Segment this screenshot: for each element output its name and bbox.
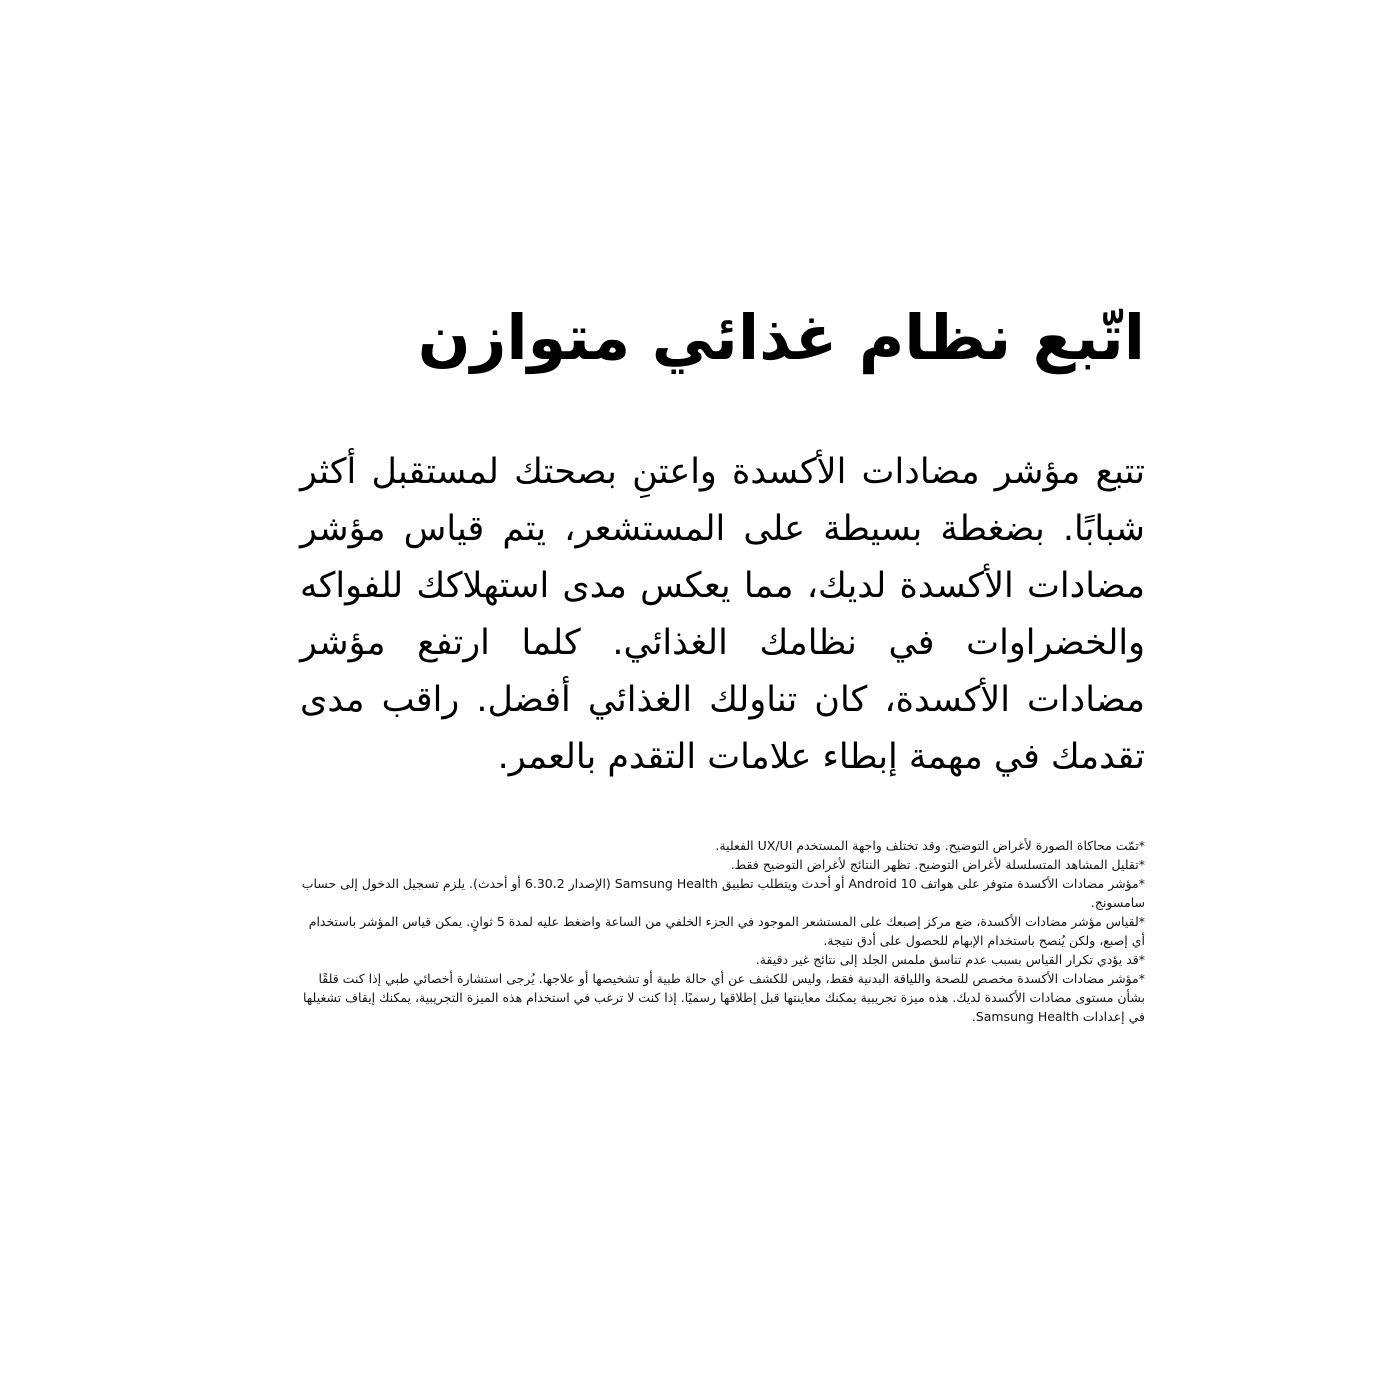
footnote: *مؤشر مضادات الأكسدة مخصص للصحة واللياقة البدنية فقط، وليس للكشف عن أي حالة طبية أو تشخيصها أو علاجها. يُرجى استشارة أخصائي طبي إذا كنت قلقًا بشأن مستوى مضادات الأكسدة لديك. هذه ميزة تجريبية يمكنك معاينتها قبل إطلاقها رسميًا. إذا كنت لا ترغب في استخدام هذه الميزة التجريبية، يمكنك إيقاف تشغيلها في إعدادات Samsung Health. (302, 971, 1145, 1025)
main-content (300, 290, 1145, 1026)
footnote: *قد يؤدي تكرار القياس بسبب عدم تناسق ملمس الجلد إلى نتائج غير دقيقة. (755, 952, 1145, 968)
footnote: *مؤشر مضادات الأكسدة متوفر على هواتف Android 10 أو أحدث ويتطلب تطبيق Samsung Health (الإصدار 6.30.2 أو أحدث). يلزم تسجيل الدخول إلى حساب سامسونج. (301, 876, 1145, 911)
footnotes (300, 836, 1145, 1026)
footnote: *تقليل المشاهد المتسلسلة لأغراض التوضيح. تظهر النتائج لأغراض التوضيح فقط. (730, 857, 1145, 873)
footnote: *تمّت محاكاة الصورة لأغراض التوضيح. وقد تختلف واجهة المستخدم UX/UI الفعلية. (715, 838, 1145, 854)
footnote: *لقياس مؤشر مضادات الأكسدة، ضع مركز إصبعك على المستشعر الموجود في الجزء الخلفي من الساعة واضغط عليه لمدة 5 ثوانٍ. يمكن قياس المؤشر باستخدام أي إصبع، ولكن يُنصح باستخدام الإبهام للحصول على أدق نتيجة. (308, 914, 1145, 949)
page-title: اتّبع نظام غذائي متوازن (417, 301, 1145, 374)
body-paragraph: تتبع مؤشر مضادات الأكسدة واعتنِ بصحتك لمستقبل أكثر شبابًا. بضغطة بسيطة على المستشعر، يتم قياس مؤشر مضادات الأكسدة لديك، مما يعكس مدى استهلاكك للفواكه والخضراوات في نظامك الغذائي. كلما ارتفع مؤشر مضادات الأكسدة، كان تناولك الغذائي أفضل. راقب مدى تقدمك في مهمة إبطاء علامات التقدم بالعمر. (300, 452, 1145, 778)
